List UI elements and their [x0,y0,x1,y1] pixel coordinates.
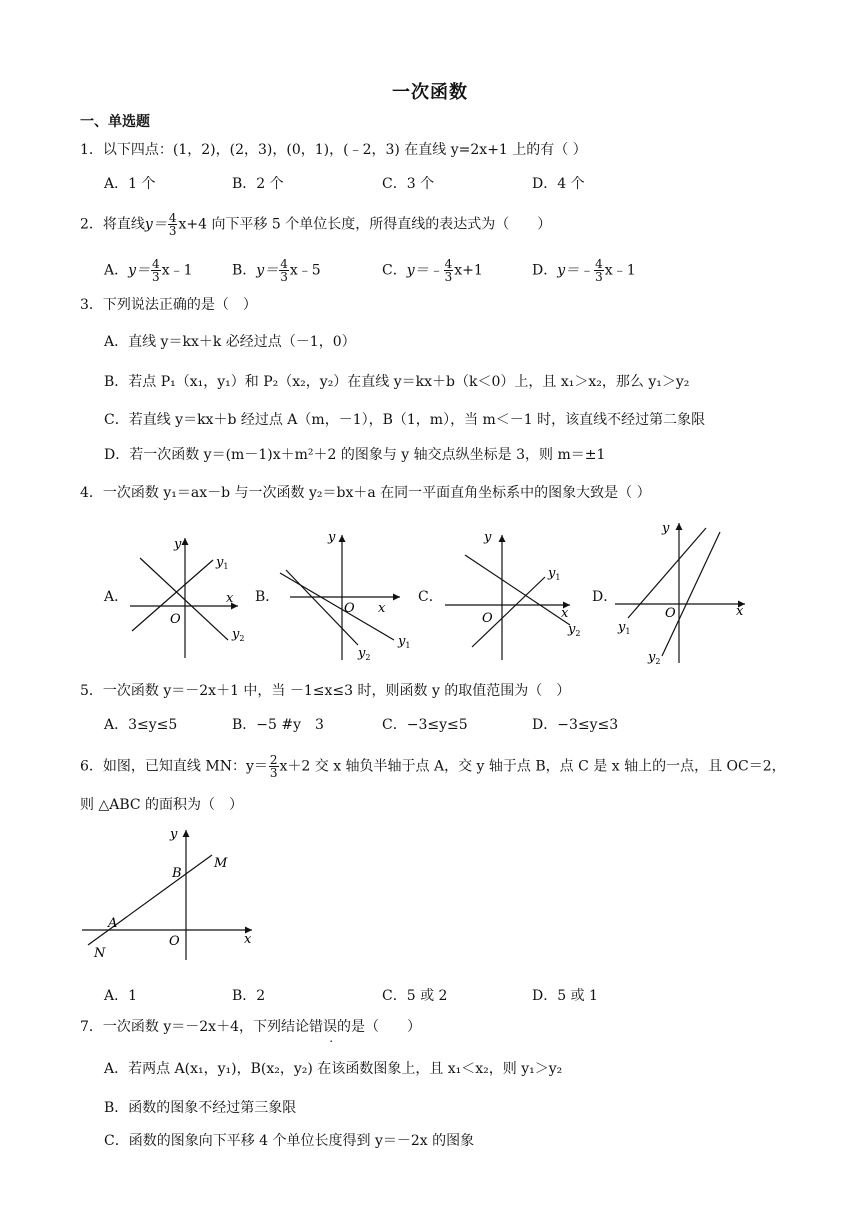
q5-option-a: A．3≤y≤5 [104,717,178,733]
label-x: x [244,932,252,947]
q6-option-d: D．5 或 1 [532,988,598,1004]
q2-stem: 2．将直线y＝ $\frac{4}{3}$ x+4 向下平移 5 个单位长度，所得直线的表达式为（ ） [80,211,552,238]
label-y: y [484,530,492,545]
q3-stem: 3．下列说法正确的是（ ） [80,297,257,313]
q3-option-d: D．若一次函数 y＝(m－1)x＋m²＋2 的图象与 y 轴交点纵坐标是 3，则 m＝±1 [104,447,606,463]
label-y1: $y_1$ [398,634,411,650]
label-y: y [662,521,670,536]
line-y1 [280,573,394,640]
label-o: O [169,934,180,949]
q7-option-c: C．函数的图象向下平移 4 个单位长度得到 y＝－2x 的图象 [104,1133,475,1149]
line-y2 [140,558,228,640]
q4-graph-b [272,525,417,665]
q3-option-a: A．直线 y＝kx＋k 必经过点（－1，0） [104,334,356,350]
q2-option-d: D．y＝﹣ $\frac{4}{3}$ x﹣1 [532,257,636,284]
label-y2: $y_2$ [568,622,581,638]
q5-option-d: D．−3≤y≤3 [532,717,619,733]
q4-graph-a [120,528,250,663]
q1-option-b: B．2 个 [232,176,284,192]
q4-graph-c [440,525,585,665]
q1-option-a: A．1 个 [104,176,156,192]
q6-stem-line2: 则 △ABC 的面积为（ ） [80,797,244,813]
label-o: O [665,606,676,621]
label-b: B [172,866,182,881]
label-m: M [214,856,228,871]
label-x: x [736,604,744,619]
label-y: y [170,827,178,842]
q4-stem: 4．一次函数 y₁＝ax－b 与一次函数 y₂＝bx＋a 在同一平面直角坐标系中的图象大致是（ ） [80,485,651,501]
q2-option-c: C．y＝﹣ $\frac{4}{3}$ x+1 [382,257,483,284]
line-mn [88,855,212,945]
q1-option-c: C．3 个 [382,176,435,192]
q6-option-b: B．2 [232,988,266,1004]
label-y: y [174,537,182,552]
q4-label-a: A． [104,589,129,605]
q2-option-a: A．y＝ $\frac{4}{3}$ x﹣1 [104,257,193,284]
q7-option-a: A．若两点 A(x₁，y₁)，B(x₂，y₂) 在该函数图象上，且 x₁＜x₂，则 y₁＞y₂ [104,1061,563,1077]
label-x: x [378,601,386,616]
page-title: 一次函数 [392,82,468,103]
q4-label-d: D． [592,589,618,605]
q4-graph-d [610,518,750,668]
label-a: A [108,916,118,931]
label-n: N [94,946,106,961]
q4-label-b: B． [255,589,280,605]
q6-option-c: C．5 或 2 [382,988,448,1004]
label-y2: $y_2$ [358,646,371,662]
label-y1: $y_1$ [216,555,229,571]
q5-option-b: B．−5 #y 3 [232,717,324,733]
q5-stem: 5．一次函数 y＝－2x＋1 中，当 －1≤x≤3 时，则函数 y 的取值范围为（ ） [80,683,571,699]
label-o: O [170,612,181,627]
line-y2 [662,532,720,656]
q6-option-a: A．1 [104,988,138,1004]
q3-option-c: C．若直线 y＝kx＋b 经过点 A（m，－1），B（1，m），当 m＜－1 时，该直线不经过第二象限 [104,412,706,428]
q6-stem: 6．如图，已知直线 MN：y＝ $\frac{2}{3}$ x＋2 交 x 轴负半轴于点 A，交 y 轴于点 B，点 C 是 x 轴上的一点，且 OC＝2， [80,753,786,780]
q3-option-b: B．若点 P₁（x₁，y₁）和 P₂（x₂，y₂）在直线 y＝kx＋b（k＜0）上，且 x₁＞x₂，那么 y₁＞y₂ [104,374,690,390]
label-x: x [561,606,569,621]
label-y: y [328,530,336,545]
label-y2: $y_2$ [232,627,245,643]
label-y2: $y_2$ [648,650,661,666]
label-o: O [482,611,493,626]
label-o: O [344,601,355,616]
q2-option-b: B．y＝ $\frac{4}{3}$ x﹣5 [232,257,321,284]
q7-option-b: B．函数的图象不经过第三象限 [104,1100,297,1116]
label-y1: $y_1$ [618,620,631,636]
label-y1: $y_1$ [548,566,561,582]
q1-option-d: D．4 个 [532,176,585,192]
q5-option-c: C．−3≤y≤5 [382,717,468,733]
label-x: x [226,591,234,606]
q7-stem: 7．一次函数 y＝－2x＋4，下列结论错误的是（ ） [80,1019,421,1035]
q1-stem: 1．以下四点：(1，2)，(2，3)，(0，1)，(﹣2，3) 在直线 y=2x+1 上的有（ ） [80,142,587,158]
q4-label-c: C． [418,589,443,605]
q6-graph [80,825,270,965]
section-heading: 一、单选题 [80,114,150,130]
